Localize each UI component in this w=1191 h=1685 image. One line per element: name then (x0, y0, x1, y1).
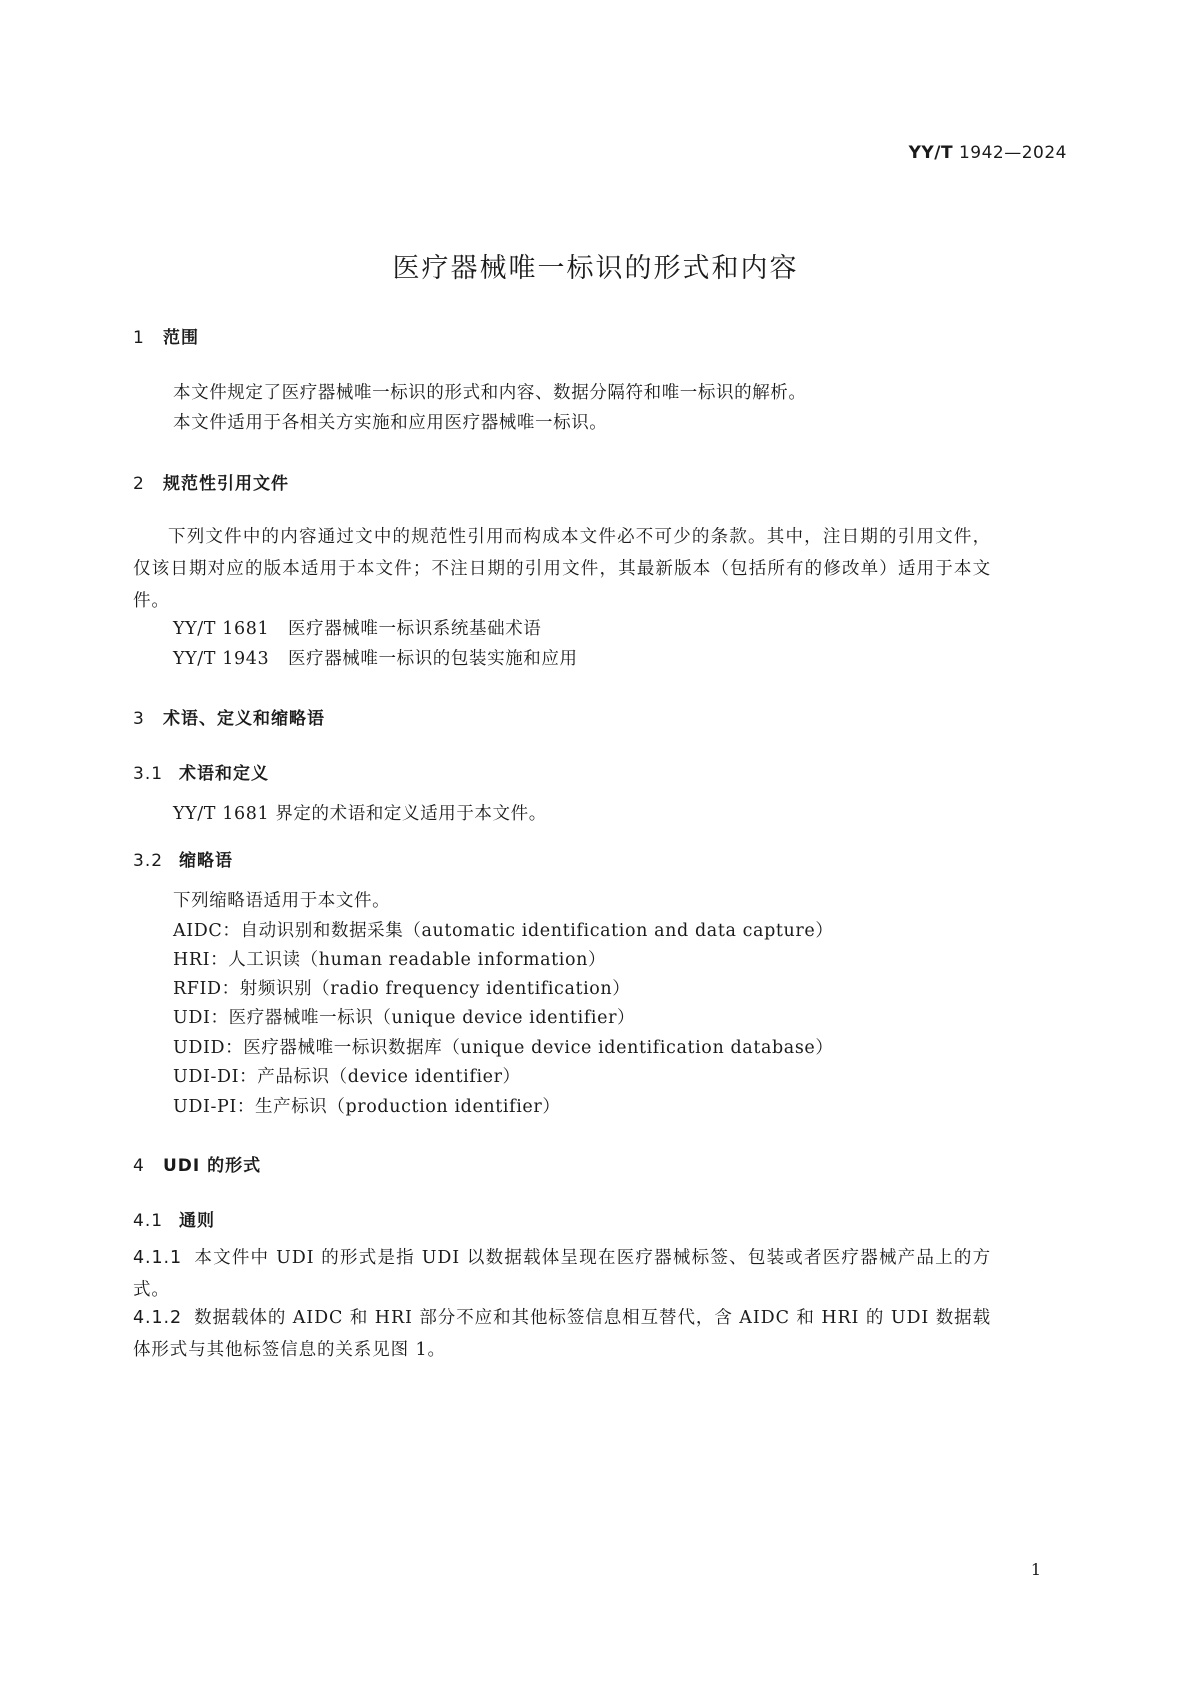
section-3-heading (133, 704, 325, 729)
section-2-heading (133, 469, 289, 494)
reference-code: YY/T 1943 (173, 649, 270, 669)
section-title: 范围 (163, 328, 199, 348)
reference-title: 医疗器械唯一标识的包装实施和应用 (288, 649, 578, 669)
section-4-heading (133, 1151, 261, 1176)
abbreviation-item: UDID：医疗器械唯一标识数据库（unique device identification database） (173, 1038, 834, 1058)
scope-paragraph-1: 本文件规定了医疗器械唯一标识的形式和内容、数据分隔符和唯一标识的解析。 (173, 383, 807, 403)
clause-text: 数据载体的 AIDC 和 HRI 部分不应和其他标签信息相互替代，含 AIDC 和 HRI 的 UDI 数据载体形式与其他标签信息的关系见图 1。 (133, 1308, 991, 1360)
section-title: 术语和定义 (179, 764, 269, 784)
standard-code: 1942—2024 (958, 143, 1067, 163)
abbreviation-item: HRI：人工识读（human readable information） (173, 950, 607, 970)
section-title: UDI 的形式 (163, 1156, 262, 1176)
section-number: 4 (133, 1156, 145, 1176)
abbreviation-item: UDI：医疗器械唯一标识（unique device identifier） (173, 1008, 636, 1028)
abbreviations-intro: 下列缩略语适用于本文件。 (173, 891, 391, 911)
section-number: 3.1 (133, 764, 164, 784)
subsection-3-1-heading (133, 759, 269, 784)
reference-code: YY/T 1681 (173, 619, 270, 639)
clause-text: 本文件中 UDI 的形式是指 UDI 以数据载体呈现在医疗器械标签、包装或者医疗器械产品上的方式。 (133, 1248, 991, 1300)
clause-4-1-2 (133, 1302, 991, 1366)
reference-item (173, 645, 578, 670)
section-title: 缩略语 (179, 851, 233, 871)
clause-number: 4.1.2 (133, 1308, 183, 1328)
page-title: 医疗器械唯一标识的形式和内容 (392, 253, 799, 284)
references-intro: 下列文件中的内容通过文中的规范性引用而构成本文件必不可少的条款。其中，注日期的引用文件，仅该日期对应的版本适用于本文件；不注日期的引用文件，其最新版本（包括所有的修改单）适用于本文件。 (133, 527, 991, 611)
scope-paragraph-2: 本文件适用于各相关方实施和应用医疗器械唯一标识。 (173, 413, 608, 433)
section-title: 规范性引用文件 (163, 474, 289, 494)
section-title: 通则 (179, 1211, 215, 1231)
subsection-4-1-heading (133, 1206, 215, 1231)
terms-text: YY/T 1681 界定的术语和定义适用于本文件。 (173, 804, 547, 824)
reference-title: 医疗器械唯一标识系统基础术语 (288, 619, 542, 639)
section-1-heading (133, 323, 199, 348)
section-number: 3 (133, 709, 145, 729)
abbreviation-item: UDI-PI：生产标识（production identifier） (173, 1097, 561, 1117)
clause-number: 4.1.1 (133, 1248, 183, 1268)
page-number: 1 (1030, 1560, 1041, 1579)
standard-prefix: YY/T (908, 143, 954, 163)
section-number: 3.2 (133, 851, 164, 871)
abbreviation-item: AIDC：自动识别和数据采集（automatic identification and data capture） (173, 921, 834, 941)
section-number: 4.1 (133, 1211, 164, 1231)
reference-item (173, 615, 541, 640)
subsection-3-2-heading (133, 846, 233, 871)
abbreviation-item: RFID：射频识别（radio frequency identification） (173, 979, 631, 999)
standard-number (909, 143, 1067, 163)
abbreviation-item: UDI-DI：产品标识（device identifier） (173, 1067, 521, 1087)
clause-4-1-1 (133, 1242, 991, 1306)
section-number: 1 (133, 328, 145, 348)
section-title: 术语、定义和缩略语 (163, 709, 325, 729)
section-number: 2 (133, 474, 145, 494)
